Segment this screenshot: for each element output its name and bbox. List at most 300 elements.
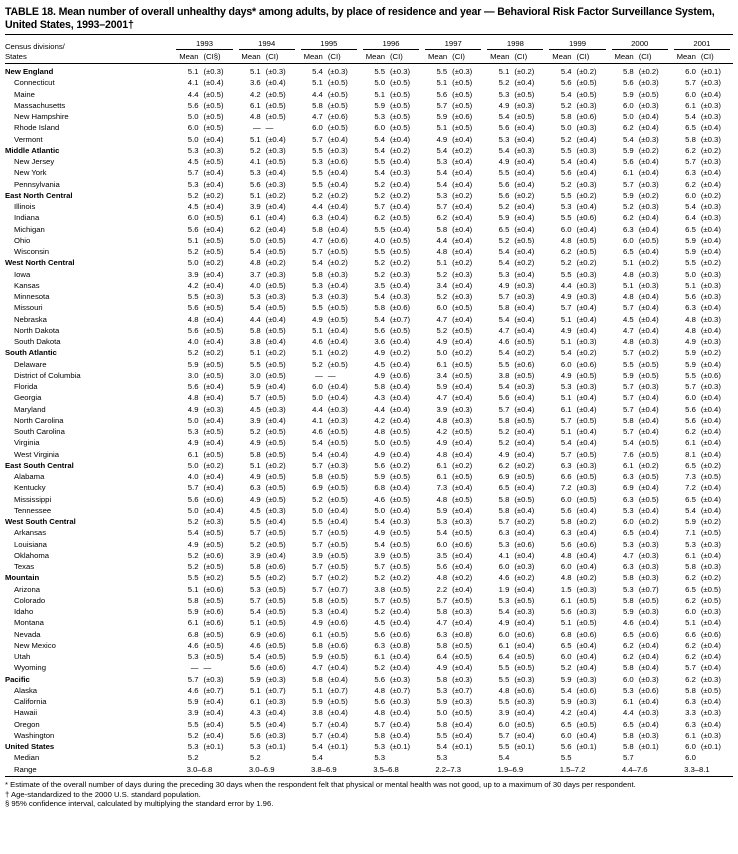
row-label: Kansas	[14, 280, 40, 290]
mean-cell: 5.5	[374, 224, 385, 234]
mean-cell: 5.7	[623, 427, 634, 437]
footnotes	[5, 780, 733, 809]
mean-cell: 6.2	[685, 573, 696, 583]
ci-cell: (±0.5)	[390, 78, 411, 88]
mean-cell: 5.1	[560, 427, 572, 437]
ci-cell: (±0.2)	[265, 573, 286, 583]
ci-cell: (±0.5)	[514, 415, 535, 425]
ci-cell: (±0.5)	[576, 494, 597, 504]
mean-cell: 4.6	[623, 618, 634, 628]
mean-cell: 5.6	[498, 123, 510, 133]
ci-cell: (±0.6)	[265, 629, 286, 639]
ci-cell: (±0.5)	[390, 494, 411, 504]
table-row	[5, 359, 733, 370]
ci-cell: (±0.4)	[203, 483, 224, 493]
ci-cell: (±0.5)	[452, 89, 473, 99]
mean-cell: 7.2	[685, 483, 696, 493]
ci-cell: (±0.5)	[638, 449, 659, 459]
ci-cell: (±0.4)	[638, 168, 659, 178]
mean-cell: 5.3	[623, 584, 634, 594]
mean-cell: 5.9	[187, 607, 199, 617]
table-row	[5, 291, 733, 302]
ci-cell: (±0.3)	[327, 460, 348, 470]
mean-cell: 6.3	[685, 719, 696, 729]
mean-cell: 5.1	[560, 337, 572, 347]
ci-cell: (±0.5)	[514, 89, 535, 99]
mean-cell: 5.1	[249, 348, 261, 358]
ci-cell: (±0.4)	[638, 483, 659, 493]
mean-cell: 5.3	[436, 753, 448, 763]
row-label: Montana	[14, 618, 44, 628]
mean-cell: 5.0	[685, 269, 696, 279]
ci-cell: (±0.3)	[638, 607, 659, 617]
mean-cell: 6.2	[623, 652, 634, 662]
ci-cell: (±0.4)	[203, 472, 224, 482]
mean-cell: 5.0	[187, 505, 199, 515]
mean-cell: 6.8	[560, 629, 572, 639]
ci-cell: (±0.4)	[514, 123, 535, 133]
mean-cell: 5.1	[498, 67, 510, 77]
mean-header: Mean	[484, 50, 509, 64]
mean-cell: 6.5	[685, 224, 696, 234]
mean-cell: 6.0	[560, 494, 572, 504]
mean-cell: 5.3	[312, 292, 323, 302]
mean-cell: 5.7	[685, 157, 696, 167]
table-row	[5, 572, 733, 583]
row-label: South Carolina	[14, 427, 65, 437]
mean-cell: 4.9	[312, 314, 323, 324]
range-cell: 4.4–7.6	[609, 764, 671, 777]
mean-cell: 5.8	[312, 640, 323, 650]
ci-cell: (±0.3)	[390, 168, 411, 178]
mean-cell: 4.8	[436, 415, 448, 425]
mean-cell: 6.5	[623, 247, 634, 257]
mean-cell: 4.6	[187, 640, 199, 650]
mean-cell: 5.2	[187, 753, 199, 763]
table-row	[5, 179, 733, 190]
table-row	[5, 134, 733, 145]
mean-cell: 5.0	[374, 438, 385, 448]
mean-header: Mean	[236, 50, 261, 64]
ci-cell: (±0.2)	[576, 517, 597, 527]
row-label: North Carolina	[14, 415, 64, 425]
ci-cell: (±0.3)	[638, 78, 659, 88]
ci-cell: (±0.2)	[700, 573, 721, 583]
mean-cell: 5.8	[249, 449, 261, 459]
mean-cell: 5.4	[312, 753, 323, 763]
ci-cell: (±0.4)	[452, 562, 473, 572]
ci-cell: (±0.3)	[638, 573, 659, 583]
ci-cell: (±0.4)	[327, 202, 348, 212]
ci-cell: (±0.3)	[452, 415, 473, 425]
ci-cell: (±0.4)	[203, 314, 224, 324]
mean-cell: 5.6	[623, 157, 634, 167]
mean-cell: 5.7	[312, 730, 323, 740]
ci-cell: (±0.5)	[700, 472, 721, 482]
ci-cell: (±0.4)	[514, 708, 535, 718]
ci-cell: (±0.4)	[700, 359, 721, 369]
mean-cell: 5.4	[312, 67, 323, 77]
mean-cell: 5.5	[436, 67, 448, 77]
ci-cell: (±0.4)	[390, 179, 411, 189]
ci-cell: (±0.5)	[265, 618, 286, 628]
mean-cell: 5.4	[249, 303, 261, 313]
mean-cell: 4.0	[187, 337, 199, 347]
row-header-line1: Census divisions/	[5, 42, 65, 52]
ci-cell: (±0.2)	[514, 573, 535, 583]
mean-cell: 4.2	[436, 427, 448, 437]
row-label: Idaho	[14, 607, 34, 617]
mean-cell: 6.2	[374, 213, 385, 223]
ci-cell: (±0.2)	[265, 348, 286, 358]
mean-cell: 3.4	[436, 370, 448, 380]
mean-cell: 5.1	[312, 348, 323, 358]
ci-cell: (±0.2)	[576, 67, 597, 77]
row-header-line2: States	[5, 51, 27, 61]
ci-cell: (±0.3)	[327, 292, 348, 302]
mean-cell: 5.2	[560, 179, 572, 189]
mean-cell: 3.8	[374, 584, 385, 594]
ci-cell: (±0.5)	[638, 595, 659, 605]
mean-cell: 4.7	[436, 393, 448, 403]
table-row	[5, 539, 733, 550]
ci-cell: (±0.5)	[390, 539, 411, 549]
table-row	[5, 707, 733, 718]
mean-cell: 5.7	[498, 517, 510, 527]
range-cell: 3.8–6.9	[298, 764, 360, 777]
ci-cell: (±0.2)	[327, 190, 348, 200]
ci-cell: (±0.2)	[638, 517, 659, 527]
ci-cell: (±0.6)	[514, 629, 535, 639]
ci-cell: (±0.5)	[265, 100, 286, 110]
ci-cell: (±0.4)	[390, 202, 411, 212]
ci-cell: (±0.4)	[327, 325, 348, 335]
ci-cell: (±0.3)	[327, 269, 348, 279]
mean-cell: 7.6	[623, 449, 634, 459]
ci-cell: (±0.2)	[638, 348, 659, 358]
table-row	[5, 325, 733, 336]
mean-cell: 4.9	[249, 438, 261, 448]
mean-cell: 5.6	[187, 303, 199, 313]
ci-cell: —	[203, 663, 212, 673]
mean-cell: 4.8	[623, 292, 634, 302]
mean-cell: 5.1	[249, 685, 261, 695]
ci-cell: (±0.4)	[700, 404, 721, 414]
mean-cell: 6.0	[685, 742, 696, 752]
mean-cell: 5.4	[498, 607, 510, 617]
ci-cell: (±0.4)	[638, 325, 659, 335]
mean-cell: 3.6	[374, 337, 385, 347]
mean-cell: 6.1	[436, 359, 448, 369]
mean-cell: 6.8	[374, 483, 385, 493]
ci-cell: (±0.2)	[452, 460, 473, 470]
mean-cell: 4.0	[249, 280, 261, 290]
ci-cell: (±0.4)	[327, 382, 348, 392]
mean-cell: 5.5	[498, 168, 510, 178]
mean-cell: 4.7	[436, 314, 448, 324]
table-row	[5, 392, 733, 403]
ci-cell: (±0.3)	[700, 112, 721, 122]
ci-cell: (±0.4)	[203, 224, 224, 234]
mean-cell: 5.0	[187, 460, 199, 470]
mean-cell: 5.4	[374, 134, 385, 144]
ci-cell: (±0.3)	[203, 517, 224, 527]
ci-cell: (±0.5)	[514, 494, 535, 504]
mean-cell: 5.7	[623, 382, 634, 392]
ci-cell: (±0.5)	[576, 618, 597, 628]
ci-cell: (±0.8)	[390, 640, 411, 650]
table-row	[5, 505, 733, 516]
mean-cell: 5.9	[249, 382, 261, 392]
mean-cell: 5.7	[623, 404, 634, 414]
ci-cell: (±0.5)	[327, 359, 348, 369]
ci-cell: (±0.4)	[452, 483, 473, 493]
mean-cell: 6.6	[685, 629, 696, 639]
mean-cell: 5.2	[436, 325, 448, 335]
table-row	[5, 494, 733, 505]
ci-cell: (±0.4)	[390, 280, 411, 290]
mean-cell: 6.0	[498, 562, 510, 572]
ci-cell: (±0.3)	[514, 382, 535, 392]
mean-cell: 4.8	[623, 269, 634, 279]
mean-cell: 5.9	[685, 348, 696, 358]
row-label: East North Central	[5, 190, 73, 200]
ci-cell: (±0.1)	[700, 67, 721, 77]
table-row	[5, 314, 733, 325]
ci-cell: (±0.5)	[514, 719, 535, 729]
ci-cell: (±0.2)	[514, 190, 535, 200]
ci-cell: (±0.4)	[390, 359, 411, 369]
ci-cell: (±0.5)	[203, 595, 224, 605]
mean-cell: 5.6	[560, 168, 572, 178]
ci-cell: (±0.5)	[514, 235, 535, 245]
ci-cell: (±0.5)	[203, 303, 224, 313]
mean-cell: 5.4	[374, 314, 385, 324]
ci-cell: (±0.3)	[452, 269, 473, 279]
ci-cell: (±0.3)	[638, 382, 659, 392]
mean-cell: 6.0	[685, 607, 696, 617]
mean-cell: 6.0	[498, 719, 510, 729]
mean-cell: 5.8	[623, 415, 634, 425]
ci-cell: (±0.4)	[203, 438, 224, 448]
mean-cell: 6.0	[187, 123, 199, 133]
mean-cell: 4.9	[374, 370, 385, 380]
row-label: Connecticut	[14, 78, 55, 88]
mean-cell: 5.8	[249, 562, 261, 572]
ci-cell: (±0.5)	[638, 370, 659, 380]
mean-cell: 5.3	[498, 269, 510, 279]
mean-cell: 5.3	[374, 112, 385, 122]
ci-cell: (±0.4)	[265, 314, 286, 324]
mean-cell: 5.4	[249, 652, 261, 662]
ci-cell: (±0.8)	[452, 629, 473, 639]
ci-cell: (±0.3)	[700, 269, 721, 279]
mean-cell: 4.6	[312, 337, 323, 347]
row-label: New England	[5, 67, 54, 77]
mean-cell: 6.1	[249, 213, 261, 223]
mean-cell: 6.1	[436, 460, 448, 470]
ci-cell: (±0.4)	[700, 652, 721, 662]
mean-cell: 5.7	[187, 674, 199, 684]
table-row	[5, 617, 733, 628]
ci-cell: (±0.3)	[203, 292, 224, 302]
mean-cell: 4.9	[560, 325, 572, 335]
mean-cell: 5.8	[312, 100, 323, 110]
mean-cell: 5.7	[685, 663, 696, 673]
mean-cell: 5.9	[436, 112, 448, 122]
mean-cell: 5.9	[312, 652, 323, 662]
mean-cell: 4.1	[498, 550, 510, 560]
mean-cell: 5.6	[685, 292, 696, 302]
mean-cell: 5.9	[623, 145, 634, 155]
row-label: Kentucky	[14, 483, 46, 493]
table-row	[5, 111, 733, 122]
mean-cell: 4.8	[249, 112, 261, 122]
mean-cell: 5.7	[374, 202, 385, 212]
mean-cell: 5.1	[560, 618, 572, 628]
ci-cell: (±0.5)	[327, 550, 348, 560]
ci-cell: (±0.4)	[203, 415, 224, 425]
mean-cell: 5.4	[249, 247, 261, 257]
ci-cell: (±0.4)	[327, 719, 348, 729]
mean-cell: 3.0	[187, 370, 199, 380]
table-row	[5, 302, 733, 313]
ci-cell: (±0.5)	[203, 539, 224, 549]
ci-cell: (±0.4)	[452, 280, 473, 290]
mean-cell: 4.8	[436, 494, 448, 504]
mean-cell: 5.4	[685, 112, 696, 122]
mean-cell: 5.6	[436, 89, 448, 99]
ci-cell: (±0.4)	[638, 247, 659, 257]
mean-cell: 4.8	[436, 449, 448, 459]
mean-cell: 5.4	[498, 247, 510, 257]
mean-cell: 1.5	[560, 584, 572, 594]
ci-cell: (±0.5)	[638, 472, 659, 482]
mean-cell: 5.0	[312, 393, 323, 403]
mean-cell: 4.9	[436, 337, 448, 347]
mean-cell: 6.0	[685, 89, 696, 99]
mean-cell: 3.9	[249, 415, 261, 425]
mean-cell: 5.9	[623, 607, 634, 617]
mean-cell: 5.4	[436, 528, 448, 538]
ci-cell: (±0.4)	[638, 157, 659, 167]
mean-cell: 6.0	[685, 190, 696, 200]
mean-cell: 6.1	[623, 697, 634, 707]
mean-cell: 4.8	[560, 235, 572, 245]
ci-cell: (±0.4)	[390, 730, 411, 740]
ci-cell: (±0.6)	[576, 685, 597, 695]
ci-cell: (±0.4)	[203, 179, 224, 189]
mean-cell: 4.9	[187, 438, 199, 448]
ci-cell: (±0.7)	[327, 584, 348, 594]
ci-cell: (±0.4)	[576, 663, 597, 673]
mean-cell: 6.2	[560, 247, 572, 257]
ci-cell: (±0.5)	[203, 112, 224, 122]
mean-cell: 5.7	[249, 528, 261, 538]
ci-cell: (±0.4)	[452, 505, 473, 515]
mean-cell: 6.3	[498, 528, 510, 538]
ci-cell: (±0.4)	[514, 269, 535, 279]
ci-cell: (±0.2)	[390, 190, 411, 200]
ci-cell: (±0.4)	[638, 697, 659, 707]
mean-cell: 5.3	[685, 539, 696, 549]
mean-cell: 5.4	[685, 505, 696, 515]
mean-cell: 5.4	[312, 438, 323, 448]
row-label: Massachusetts	[14, 100, 66, 110]
mean-cell: 5.2	[312, 190, 323, 200]
ci-cell: (±0.2)	[700, 348, 721, 358]
mean-cell: 5.1	[187, 67, 199, 77]
ci-cell: (±0.4)	[514, 427, 535, 437]
mean-cell: 5.7	[685, 382, 696, 392]
ci-cell: (±0.5)	[576, 89, 597, 99]
ci-cell: (±0.3)	[390, 292, 411, 302]
mean-cell: 5.3	[249, 742, 261, 752]
ci-cell: (±0.4)	[452, 179, 473, 189]
mean-cell: 4.5	[187, 202, 199, 212]
ci-cell: (±0.4)	[327, 505, 348, 515]
ci-cell: (±0.6)	[390, 303, 411, 313]
mean-cell: 6.0	[312, 382, 323, 392]
mean-cell: 6.0	[623, 517, 634, 527]
mean-cell: 6.1	[685, 730, 696, 740]
mean-cell: 8.1	[685, 449, 696, 459]
table-row	[5, 190, 733, 201]
table-row	[5, 764, 733, 777]
ci-cell: (±0.4)	[203, 337, 224, 347]
ci-cell: (±0.4)	[390, 337, 411, 347]
ci-cell	[385, 752, 422, 763]
mean-cell: 5.2	[374, 573, 385, 583]
ci-cell: (±0.4)	[638, 404, 659, 414]
ci-cell: (±0.5)	[327, 697, 348, 707]
mean-cell: 6.2	[623, 213, 634, 223]
ci-cell: (±0.2)	[203, 258, 224, 268]
ci-cell: (±0.3)	[390, 697, 411, 707]
mean-cell: 4.9	[374, 528, 385, 538]
ci-cell: (±0.4)	[452, 213, 473, 223]
mean-cell: 5.7	[312, 134, 323, 144]
ci-cell: (±0.3)	[452, 607, 473, 617]
mean-cell: 6.0	[560, 730, 572, 740]
ci-cell: (±0.4)	[452, 247, 473, 257]
ci-cell: (±0.5)	[452, 359, 473, 369]
ci-cell: (±0.5)	[265, 607, 286, 617]
ci-cell: (±0.4)	[638, 415, 659, 425]
ci-cell: (±0.4)	[514, 730, 535, 740]
table-row	[5, 640, 733, 651]
ci-cell: (±0.5)	[576, 595, 597, 605]
row-label: Arkansas	[14, 528, 47, 538]
mean-cell: 4.1	[249, 157, 261, 167]
row-label: South Dakota	[14, 337, 61, 347]
year-header-1995: 1995	[298, 35, 360, 51]
mean-cell: 5.2	[623, 202, 634, 212]
ci-cell: (±0.5)	[203, 213, 224, 223]
mean-cell: 5.5	[560, 753, 572, 763]
ci-cell: (±0.3)	[576, 123, 597, 133]
ci-cell: (±0.4)	[203, 168, 224, 178]
mean-cell: 5.2	[249, 539, 261, 549]
mean-cell: 5.4	[560, 67, 572, 77]
mean-cell: 5.5	[498, 663, 510, 673]
ci-cell: (±0.1)	[265, 742, 286, 752]
mean-cell: 6.1	[685, 438, 696, 448]
ci-cell: (±0.4)	[700, 123, 721, 133]
mean-cell: 5.6	[374, 460, 385, 470]
mean-cell: 5.2	[187, 190, 199, 200]
ci-cell: (±0.4)	[452, 618, 473, 628]
